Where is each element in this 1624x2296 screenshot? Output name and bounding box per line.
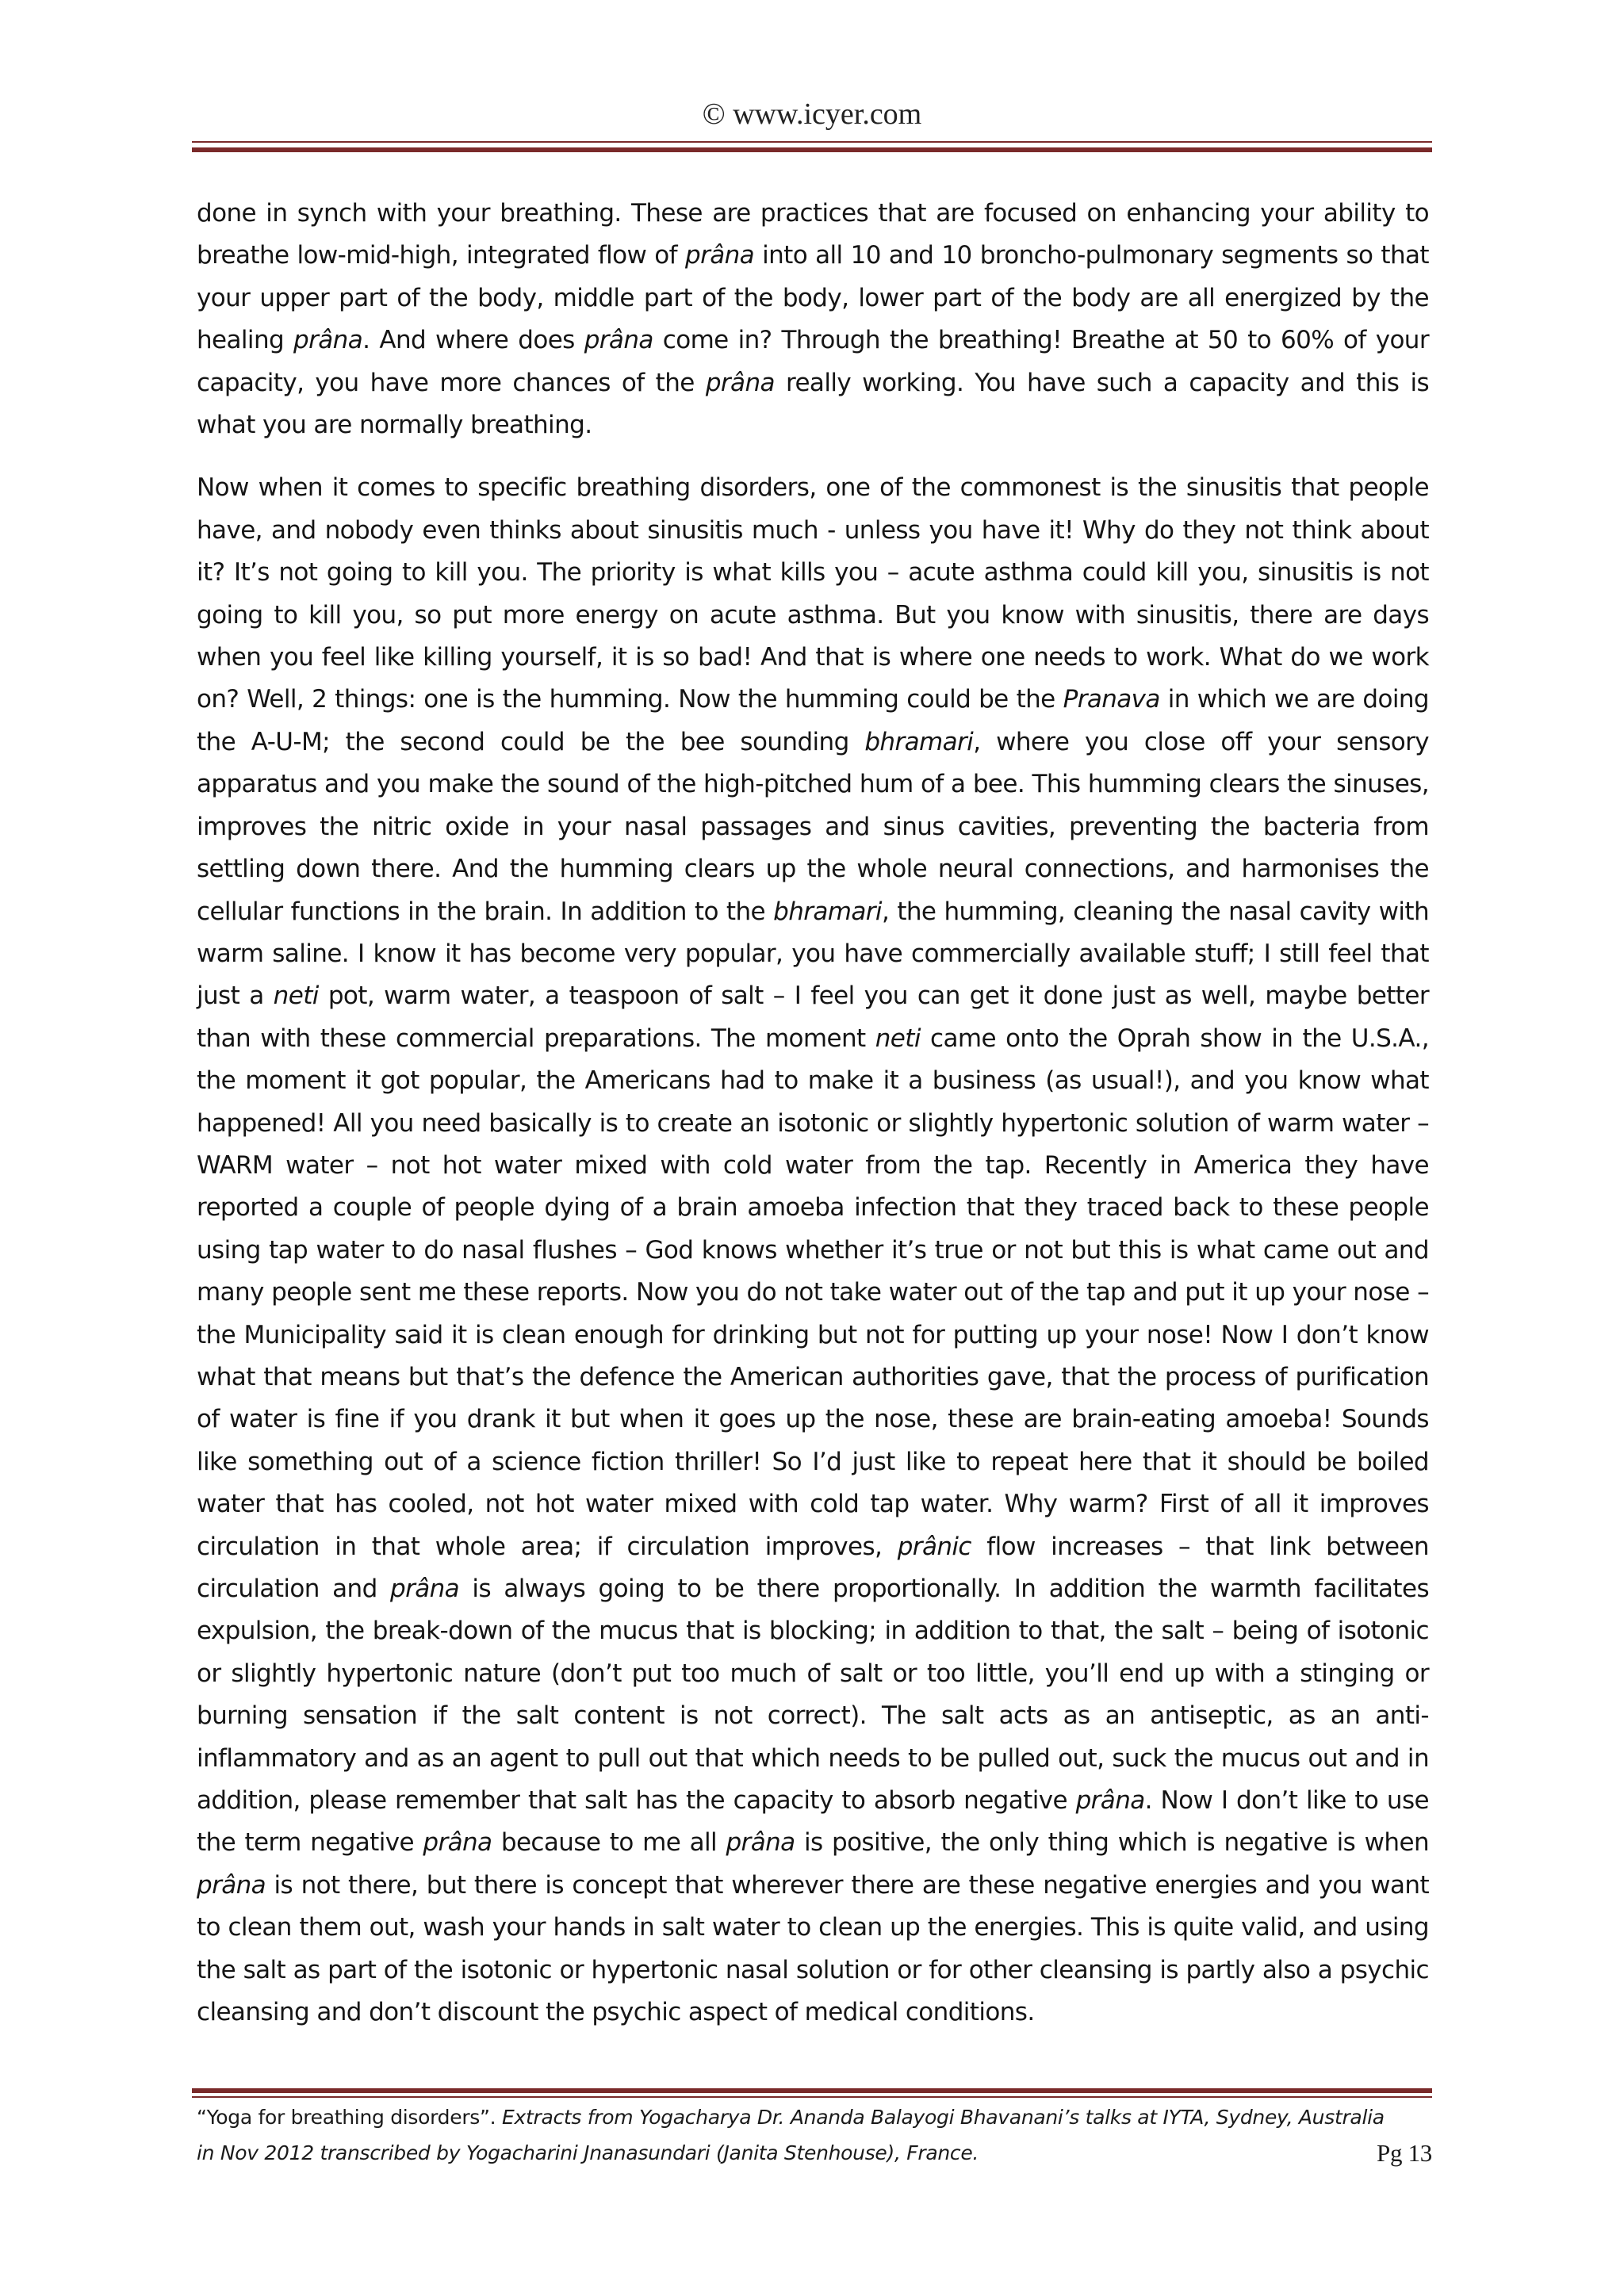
text-segment: done in synch with your breathing. These are practices that are focused on enhancing your ability to breathe low-mid-high, integrated flow of: [197, 199, 1429, 270]
page-number: Pg 13: [1377, 2139, 1432, 2167]
text-segment: Now when it comes to specific breathing disorders, one of the commonest is the sinusitis that people have, and nobody even thinks about sinusitis much - unless you have it! Why do they not think about it? It’s not going to kill you. The priority is what kills you – acute asthma could kill you, sinusitis is not going to kill you, so put more energy on acute asthma. But you know with sinusitis, there are days when you feel like killing yourself, it is so bad! And that is where one needs to work. What do we work on? Well, 2 things: one is the humming. Now the humming could be the: [197, 473, 1429, 714]
italic-term: prâna: [390, 1575, 460, 1603]
body-text: [197, 193, 1429, 2054]
italic-term: neti: [875, 1024, 921, 1053]
footer-title: “Yoga for breathing disorders”.: [197, 2106, 502, 2129]
footer-credit-2: in Nov 2012 transcribed by Yogacharini Jnanasundari (Janita Stenhouse), France.: [197, 2141, 979, 2164]
footer-rule-top: [192, 2088, 1432, 2093]
footer-line-1: [197, 2099, 1432, 2135]
header-text: © www.icyer.com: [702, 98, 922, 131]
italic-term: prânic: [897, 1532, 971, 1561]
italic-term: prâna: [293, 326, 363, 355]
text-segment: . Now I don’t like to use the term negative: [197, 1786, 1429, 1858]
text-segment: flow increases – that link between circulation and: [197, 1532, 1429, 1603]
footer-line-2: [197, 2135, 1432, 2171]
italic-term: prâna: [1075, 1786, 1145, 1816]
italic-term: Pranava: [1063, 685, 1160, 714]
paragraph-1: [197, 193, 1429, 446]
text-segment: come in? Through the breathing! Breathe at 50 to 60% of your capacity, you have more chances of the: [197, 326, 1430, 397]
text-segment: . And where does: [362, 326, 584, 355]
italic-term: prâna: [197, 1870, 266, 1900]
italic-term: prâna: [423, 1828, 492, 1858]
text-segment: is not there, but there is concept that wherever there are these negative energies and you want to clean them out, wash your hands in salt water to clean up the energies. This is quite valid, and using the salt as part of the isotonic or hypertonic nasal solution or for other cleansing is partly also a psychic cleansing and don’t discount the psychic aspect of medical conditions.: [197, 1870, 1429, 2027]
italic-term: bhramari: [773, 897, 882, 926]
text-segment: , where you close off your sensory apparatus and you make the sound of the high-pitched hum of a bee. This humming clears the sinuses, improves the nitric oxide in your nasal passages and sinus cavities, preventing the bacteria from settling down there. And the humming clears up the whole neural connections, and harmonises the cellular functions in the brain. In addition to the: [197, 727, 1429, 926]
text-segment: because to me all: [492, 1828, 726, 1858]
text-segment: into all 10 and 10 broncho-pulmonary segments so that your upper part of the body, middle part of the body, lower part of the body are all energized by the healing: [197, 241, 1429, 355]
text-segment: is positive, the only thing which is negative is when: [795, 1828, 1429, 1858]
footer: [197, 2099, 1432, 2171]
text-segment: is always going to be there proportionally. In addition the warmth facilitates expulsion, the break-down of the mucus that is blocking; in addition to that, the salt – being of isotonic or slightly hypertonic nature (don’t put too much of salt or too little, you’ll end up with a stinging or burning sensation if the salt content is not correct). The salt acts as an antiseptic, as an anti-inflammatory and as an agent to pull out that which needs to be pulled out, suck the mucus out and in addition, please remember that salt has the capacity to absorb negative: [197, 1575, 1429, 1816]
italic-term: bhramari: [864, 727, 974, 756]
text-segment: in which we are doing the A-U-M; the second could be the bee sounding: [197, 685, 1430, 756]
page-header: [0, 94, 1624, 135]
italic-term: prâna: [584, 326, 653, 355]
text-segment: , the humming, cleaning the nasal cavity with warm saline. I know it has become very popular, you have commercially available stuff; I still feel that just a: [197, 897, 1429, 1011]
text-segment: really working. You have such a capacity and this is what you are normally breathing.: [197, 368, 1430, 440]
text-segment: came onto the Oprah show in the U.S.A., the moment it got popular, the Americans had to make it a business (as usual!), and you know what happened! All you need basically is to create an isotonic or slightly hypertonic solution of warm water – WARM water – not hot water mixed with cold water from the tap. Recently in America they have reported a couple of people dying of a brain amoeba infection that they traced back to these people using tap water to do nasal flushes – God knows whether it’s true or not but this is what came out and many people sent me these reports. Now you do not take water out of the tap and put it up your nose – the Municipality said it is clean enough for drinking but not for putting up your nose! Now I don’t know what that means but that’s the defence the American authorities gave, that the process of purification of water is fine if you drank it but when it goes up the nose, these are brain-eating amoeba! Sounds like something out of a science fiction thriller! So I’d just like to repeat here that it should be boiled water that has cooled, not hot water mixed with cold tap water. Why warm? First of all it improves circulation in that whole area; if circulation improves,: [197, 1024, 1429, 1561]
header-rule-bottom: [192, 147, 1432, 152]
italic-term: prâna: [705, 368, 775, 397]
text-segment: pot, warm water, a teaspoon of salt – I feel you can get it done just as well, maybe better than with these commercial preparations. The moment: [197, 982, 1429, 1053]
footer-credit-1: Extracts from Yogacharya Dr. Ananda Balayogi Bhavanani’s talks at IYTA, Sydney, Australia: [501, 2106, 1385, 2129]
italic-term: prâna: [685, 241, 755, 270]
paragraph-2: [197, 467, 1429, 2034]
footer-rule-bottom: [192, 2096, 1432, 2098]
italic-term: prâna: [726, 1828, 795, 1858]
header-rule-top: [192, 141, 1432, 143]
italic-term: neti: [273, 982, 319, 1011]
